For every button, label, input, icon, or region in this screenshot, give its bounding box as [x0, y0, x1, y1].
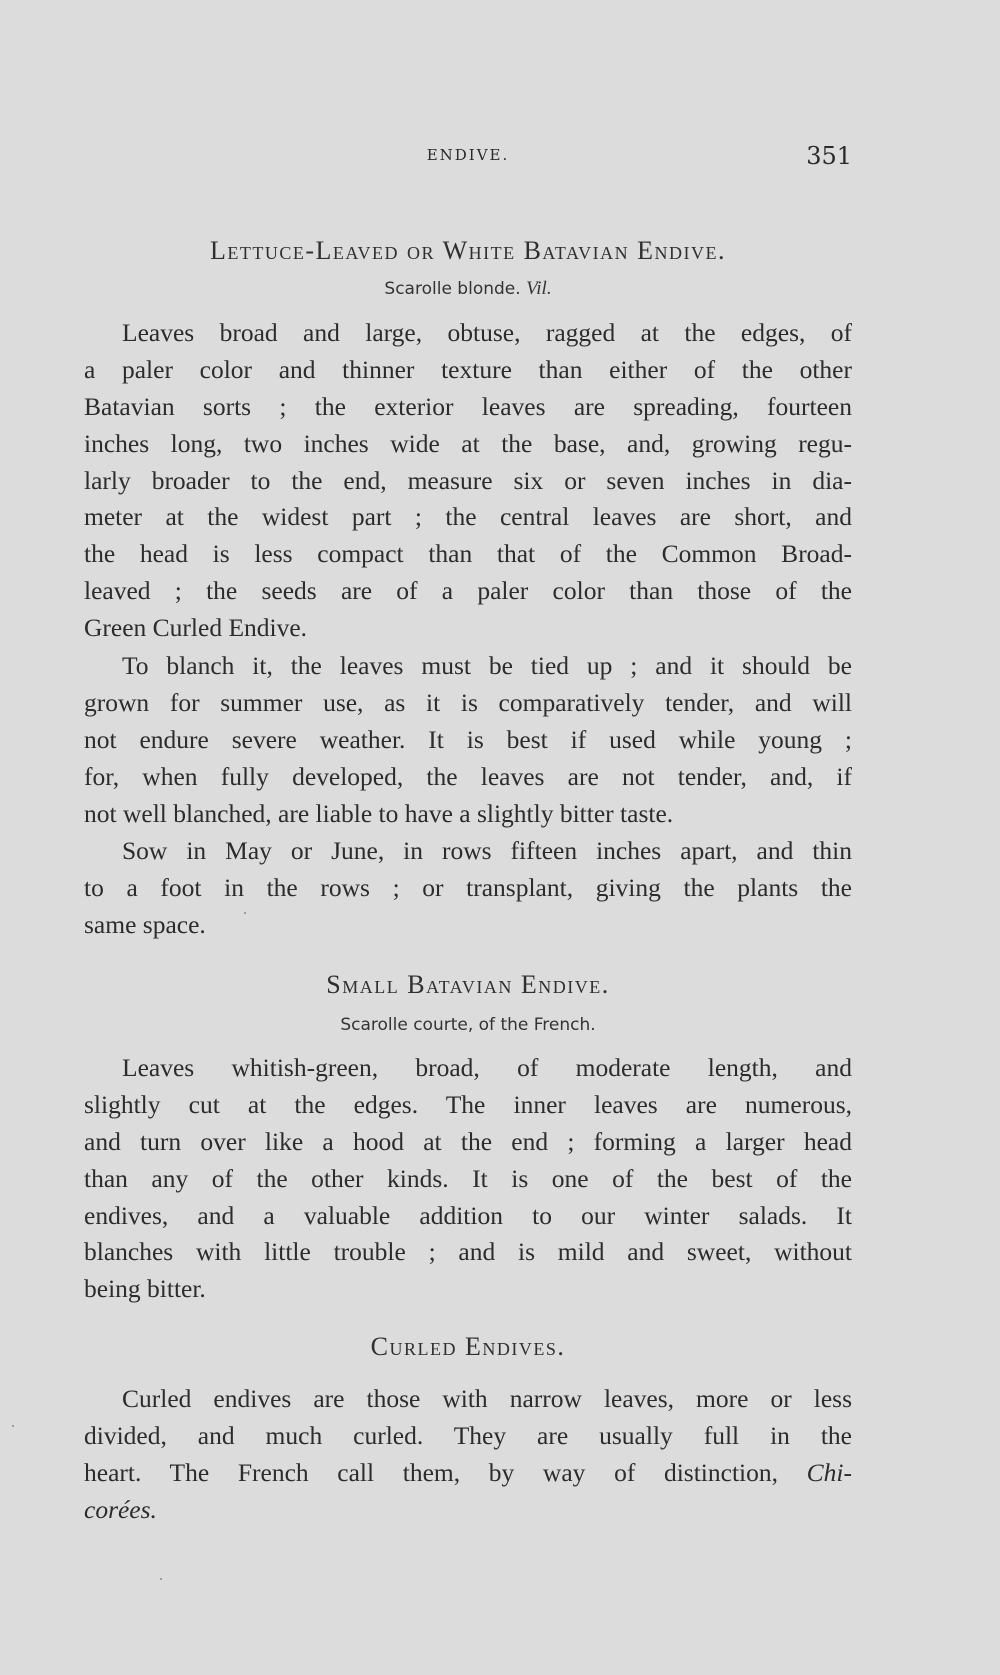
text-line: not endure severe weather. It is best if used while young ; [84, 724, 852, 754]
text-line: To blanch it, the leaves must be tied up ; and it should be [122, 651, 852, 680]
text-line: a paler color and thinner texture than either of the other [84, 354, 852, 384]
text-line-part: heart. The French call them, by way of distinction, [84, 1457, 779, 1487]
page-number: 351 [806, 142, 852, 170]
paper-speck [244, 912, 246, 914]
text-line: same space. [84, 909, 206, 939]
text-line: Green Curled Endive. [84, 613, 308, 643]
text-line: Curled endives are those with narrow leaves, more or less [122, 1384, 852, 1413]
section-heading: Lettuce-Leaved or White Batavian Endive. [209, 236, 727, 265]
running-head [84, 142, 852, 172]
text-line: slightly cut at the edges. The inner leaves are numerous, [84, 1089, 852, 1119]
text-line: meter at the widest part ; the central leaves are short, and [84, 502, 852, 532]
text-line: the head is less compact than that of the Common Broad- [84, 539, 852, 569]
text-line: Leaves whitish-green, broad, of moderate length, and [122, 1053, 852, 1082]
section-subtitle [84, 278, 852, 300]
text-line: larly broader to the end, measure six or seven inches in dia- [84, 465, 852, 495]
paragraph [84, 648, 852, 832]
text-line: to a foot in the rows ; or transplant, giving the plants the [84, 872, 852, 902]
italic-word: Chi- [806, 1457, 853, 1487]
text-line: endives, and a valuable addition to our winter salads. It [84, 1200, 852, 1230]
text-line: leaved ; the seeds are of a paler color than those of the [84, 576, 852, 606]
subtitle-text: Scarolle blonde. [384, 279, 521, 299]
section-subtitle: Scarolle courte, of the French. [340, 1015, 596, 1035]
paragraph [84, 315, 852, 647]
text-line [84, 1455, 852, 1492]
paper-speck [160, 1578, 162, 1580]
text-line: Leaves broad and large, obtuse, ragged at the edges, of [122, 318, 852, 347]
text-line: Sow in May or June, in rows fifteen inches apart, and thin [122, 836, 852, 865]
text-line: divided, and much curled. They are usually full in the [84, 1420, 852, 1450]
paragraph [84, 1050, 852, 1308]
running-title: ENDIVE. [426, 146, 510, 164]
text-line: blanches with little trouble ; and is mild and sweet, without [84, 1237, 852, 1267]
paragraph [84, 833, 852, 944]
text-line: Batavian sorts ; the exterior leaves are spreading, fourteen [84, 391, 852, 421]
text-line: not well blanched, are liable to have a slightly bitter taste. [84, 798, 674, 828]
section-heading: Small Batavian Endive. [326, 970, 610, 999]
paragraph [84, 1381, 852, 1529]
subtitle-author: Vil. [526, 278, 552, 299]
paper-speck [12, 1425, 14, 1427]
text-line: being bitter. [84, 1274, 206, 1304]
text-line: than any of the other kinds. It is one of the best of the [84, 1163, 852, 1193]
text-line: corées. [84, 1494, 157, 1524]
text-line: inches long, two inches wide at the base, and, growing regu- [84, 428, 852, 458]
section-heading: Curled Endives. [370, 1332, 566, 1361]
text-line: and turn over like a hood at the end ; forming a larger head [84, 1126, 852, 1156]
text-line: grown for summer use, as it is comparatively tender, and will [84, 687, 852, 717]
text-line: for, when fully developed, the leaves are not tender, and, if [84, 761, 852, 791]
